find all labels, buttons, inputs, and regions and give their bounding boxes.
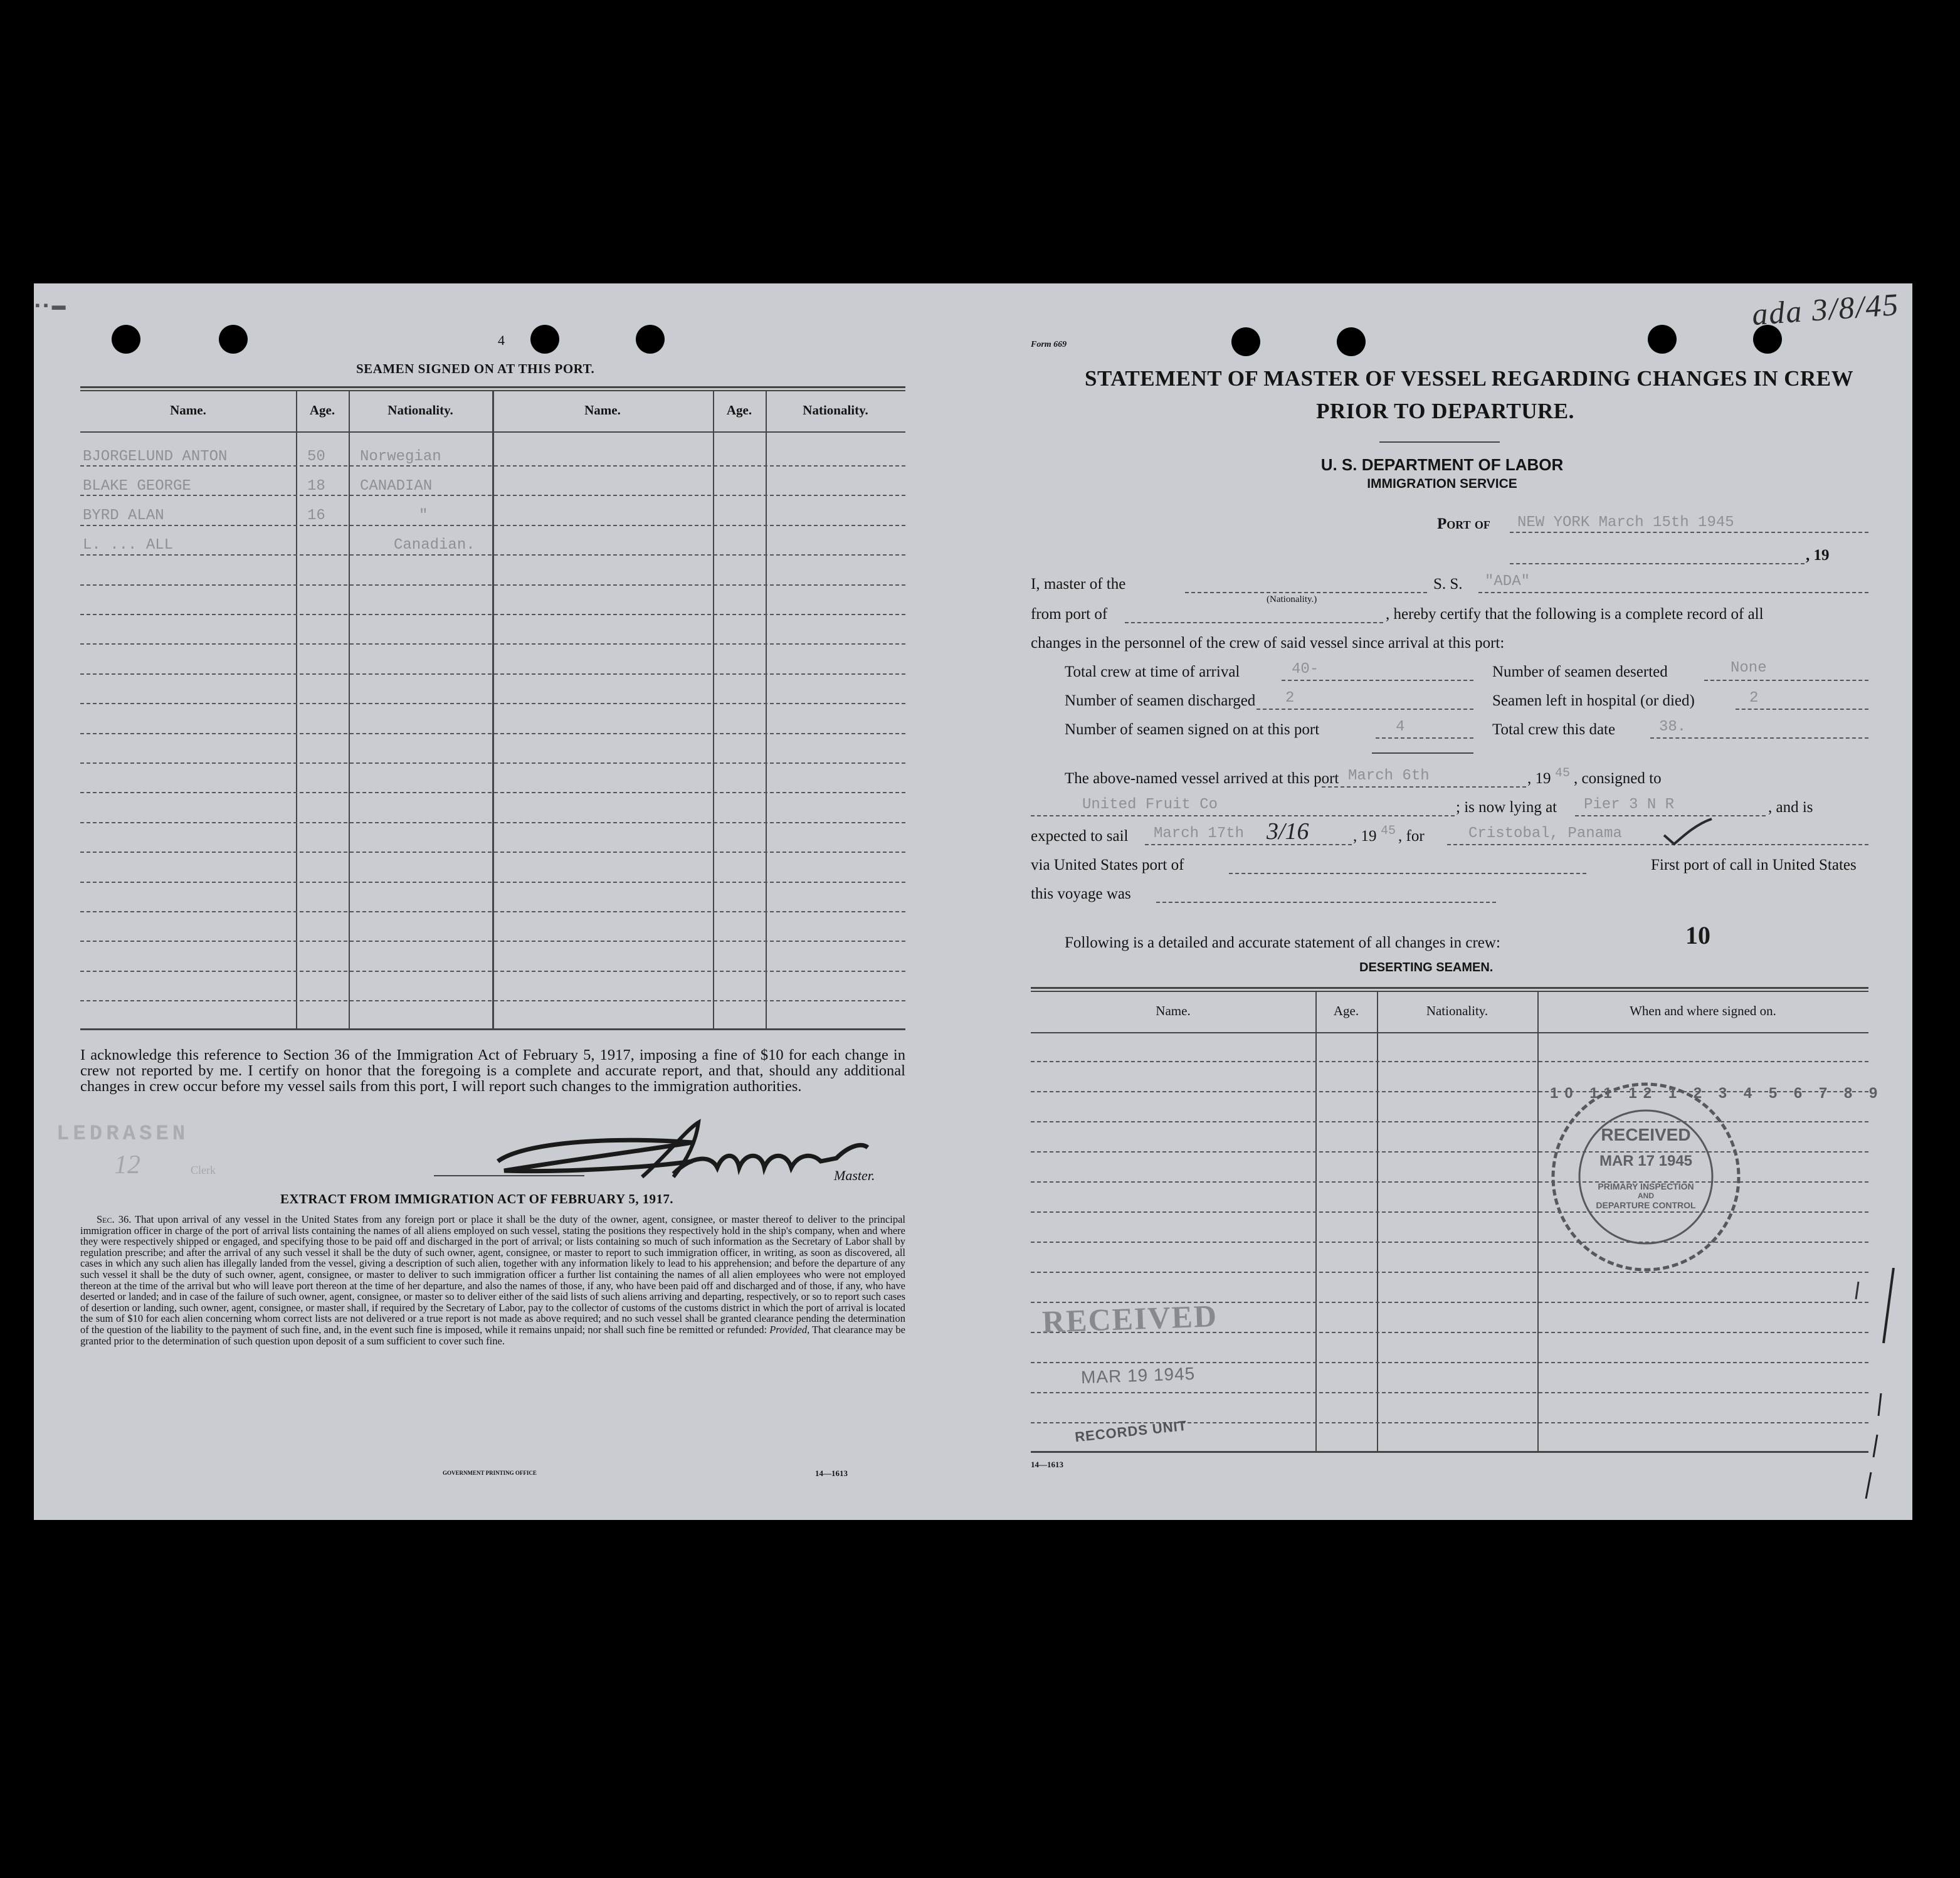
consigned-label: , consigned to (1574, 770, 1662, 787)
via-line (1229, 873, 1586, 874)
hospital-label: Seamen left in hospital (or died) (1492, 692, 1695, 709)
table-row-line (1031, 1121, 1868, 1122)
section-36-text (80, 1214, 905, 1346)
header-nationality: Nationality. (387, 403, 453, 418)
table-row-line (80, 792, 905, 793)
deserting-header-name: Name. (1156, 1003, 1191, 1018)
lying-value: Pier 3 N R (1584, 796, 1675, 813)
table-row-line (1031, 1392, 1868, 1393)
sail-line (1145, 844, 1352, 845)
received-stamp: RECEIVED (1041, 1298, 1218, 1339)
acknowledgment-text: I acknowledge this reference to Section 36 of the Immigration Act of February 5, 1917, imposing a fine of $10 for each change in crew not reported by me. I certify on honor that the foregoing is a complete and accurate report, and that, should any additional changes in crew occur before my vessel sails from this port, I will report such changes to the immigration authorities. (80, 1047, 905, 1095)
table-row-line (80, 733, 905, 734)
deserted-line (1704, 680, 1868, 681)
header-name: Name. (584, 403, 621, 418)
signed-on-value: 4 (1396, 719, 1405, 736)
total-crew-date-line (1650, 737, 1868, 739)
stamp-primary: PRIMARY INSPECTION (1598, 1181, 1694, 1191)
master-label: Master. (834, 1168, 875, 1183)
provided-label: Provided, (769, 1323, 810, 1336)
punch-hole (219, 325, 248, 354)
table-row-line (80, 643, 905, 645)
lying-label: ; is now lying at (1456, 799, 1557, 816)
title-rule (1379, 441, 1500, 443)
arrived-year-value: 45 (1555, 766, 1571, 781)
right-page (972, 283, 1912, 1520)
year-line (1510, 563, 1805, 564)
arrived-label: The above-named vessel arrived at this port (1065, 770, 1339, 787)
received-stamp-date: MAR 19 1945 (1080, 1363, 1196, 1388)
punch-hole (112, 325, 140, 354)
table-top-rule (80, 386, 905, 388)
seaman-nationality: CANADIAN (360, 478, 433, 495)
clerk-label: Clerk (191, 1164, 216, 1176)
from-port-line (1125, 622, 1383, 623)
table-row-line (1031, 1362, 1868, 1363)
table-column-divider (766, 391, 767, 1028)
header-age: Age. (309, 403, 335, 418)
table-row-line (80, 911, 905, 912)
deserted-value: None (1731, 660, 1767, 677)
deserting-table-top-rule (1031, 987, 1868, 989)
table-row-line (1031, 1151, 1868, 1153)
table-row-line (80, 525, 905, 526)
table-row-line (80, 762, 905, 764)
table-row-line (1031, 1242, 1868, 1243)
ss-line (1478, 592, 1868, 593)
sum-rule (1372, 752, 1473, 754)
table-row-line (80, 1000, 905, 1001)
nationality-line (1185, 592, 1427, 593)
consignee-line (1031, 815, 1455, 816)
punch-hole (636, 325, 665, 354)
punch-hole (530, 325, 559, 354)
certify-text: , hereby certify that the following is a complete record of all (1386, 606, 1764, 623)
seaman-age: 18 (307, 478, 325, 495)
form-title-line2: PRIOR TO DEPARTURE. (1316, 399, 1574, 423)
port-label: Port of (1437, 515, 1490, 532)
seaman-age: 50 (307, 448, 325, 465)
total-crew-arrival-label: Total crew at time of arrival (1065, 663, 1240, 680)
header-age: Age. (726, 403, 752, 418)
stamp-departure-control: DEPARTURE CONTROL (1596, 1200, 1696, 1210)
form-number: Form 669 (1031, 340, 1067, 349)
seaman-nationality: Norwegian (360, 448, 441, 465)
punch-hole (1337, 327, 1366, 356)
table-row-line (1031, 1181, 1868, 1183)
deserting-table-top-rule (1031, 991, 1868, 992)
sail-year-value: 45 (1381, 824, 1396, 838)
nationality-caption: (Nationality.) (1267, 594, 1317, 604)
sail-year-label: , 19 (1353, 828, 1377, 845)
seaman-name: BJORGELUND ANTON (83, 448, 228, 465)
form-title: STATEMENT OF MASTER OF VESSEL REGARDING CHANGES IN CREW (1085, 366, 1854, 391)
page-number: 4 (498, 332, 505, 348)
table-row-line (80, 971, 905, 972)
header-name: Name. (170, 403, 206, 418)
deserting-header-nationality: Nationality. (1426, 1003, 1488, 1018)
table-column-divider (713, 391, 714, 1028)
department: U. S. DEPARTMENT OF LABOR (1320, 455, 1564, 474)
hospital-line (1736, 709, 1868, 710)
table-row-line (80, 554, 905, 556)
form-code-right: 14—1613 (1031, 1460, 1063, 1469)
section-body: That upon arrival of any vessel in the United States from any foreign port or place it shall be the duty of the owner, agent, consignee, or master thereof to deliver to the principal immigration officer in charge of the port of arrival lists containing the names of all aliens employed on such vessel, stating the positions they respectively hold in the ship's company, when and where they were respectively shipped or engaged, and specifying those to be paid off and discharged in the port of arrival; or lists containing so much of such information as the Secretary of Labor shall by regulation prescribe; and after the arrival of any such vessel it shall be the duty of such owner, agent, consignee, or master to report to such immigration officer, in writing, as soon as discovered, all cases in which any such alien has illegally landed from the vessel, giving a description of such alien, together with any information likely to lead to his apprehension; and before the departure of any such vessel it shall be the duty of such owner, agent, consignee, or master to deliver to such immigration officer a further list containing the names of all alien employees who were not employed thereon at the time of the arrival but who will leave port thereon at the time of her departure, and also the names of those, if any, who have been paid off and discharged and of those, if any, who have deserted or landed; and in case of the failure of such owner, agent, consignee, or master so to deliver either of the said lists of such aliens arriving and departing, respectively, or so to report such cases of desertion or landing, such owner, agent, consignee, or master shall, if required by the Secretary of Labor, pay to the collector of customs of the customs district in which the port of arrival is located the sum of $10 for each alien concerning whom correct lists are not delivered or a true report is not made as above required; and no such vessel shall be granted clearance pending the determination of the question of the liability to the payment of such fine, and, in the event such fine is imposed, while it remains unpaid; nor shall such fine be remitted or refunded: (80, 1213, 905, 1336)
table-column-divider (296, 391, 297, 1028)
sail-value: March 17th (1154, 825, 1245, 842)
check-mark (1659, 816, 1715, 848)
records-unit-stamp: RECORDS UNIT (1074, 1417, 1188, 1445)
primary-inspection-stamp (1550, 1081, 1884, 1273)
provided-text: That clearance may be granted prior to the determination of such question upon deposit of a sum sufficient to cover such fine. (80, 1323, 906, 1347)
sail-correction: 3/16 (1267, 818, 1309, 845)
signed-on-line (1376, 737, 1473, 739)
table-row-line (80, 941, 905, 942)
handwritten-note: ada 3/8/45 (1751, 286, 1900, 332)
form-code: 14—1613 (815, 1469, 848, 1478)
total-crew-arrival-line (1282, 680, 1473, 681)
seaman-age: 16 (307, 507, 325, 524)
total-crew-date-value: 38. (1659, 719, 1687, 736)
stamp-rings (1550, 1081, 1884, 1273)
via-label: via United States port of (1031, 857, 1184, 873)
corner-marks: ▪ ▪ ▬ (35, 297, 66, 313)
left-page (34, 283, 972, 1520)
punch-hole (1648, 325, 1677, 354)
table-column-divider (349, 391, 350, 1028)
first-port-label: First port of call in United States (1651, 857, 1857, 873)
handwritten-number: 10 (1685, 921, 1710, 949)
header-nationality: Nationality. (803, 403, 868, 418)
port-line (1510, 532, 1868, 533)
table-row-line (1031, 1272, 1868, 1273)
table-row-line (80, 703, 905, 704)
table-row-line (80, 852, 905, 853)
discharged-line (1257, 709, 1473, 710)
following-label: Following is a detailed and accurate statement of all changes in crew: (1065, 934, 1500, 951)
hospital-value: 2 (1749, 690, 1759, 707)
voyage-label: this voyage was (1031, 885, 1131, 902)
table-row-line (80, 465, 905, 467)
stamp-date: MAR 17 1945 (1599, 1153, 1693, 1169)
table-row-line (80, 673, 905, 675)
total-crew-date-label: Total crew this date (1492, 721, 1616, 738)
deserted-label: Number of seamen deserted (1492, 663, 1668, 680)
total-crew-arrival-value: 40- (1292, 661, 1319, 678)
table-row-line (80, 614, 905, 615)
table-row-line (80, 822, 905, 823)
voyage-line (1156, 902, 1496, 903)
table-row-line (80, 495, 905, 496)
year-label: , 19 (1806, 547, 1830, 564)
signed-on-label: Number of seamen signed on at this port (1065, 721, 1320, 738)
for-label: , for (1398, 828, 1425, 845)
seaman-nationality: " (419, 507, 428, 524)
consignee-value: United Fruit Co (1082, 796, 1218, 813)
arrived-year-label: , 19 (1527, 770, 1551, 787)
and-is-label: , and is (1768, 799, 1813, 816)
clerk-stamp: LEDRASEN (56, 1122, 189, 1146)
table-row-line (80, 584, 905, 586)
discharged-value: 2 (1285, 690, 1295, 707)
section-label: Sec. 36. (97, 1213, 132, 1225)
printer-line: GOVERNMENT PRINTING OFFICE (443, 1470, 537, 1476)
clerk-number: 12 (114, 1151, 140, 1179)
ss-label: S. S. (1433, 576, 1463, 593)
seaman-name: BYRD ALAN (83, 507, 164, 524)
table-column-divider (492, 391, 494, 1028)
discharged-label: Number of seamen discharged (1065, 692, 1256, 709)
service: IMMIGRATION SERVICE (1367, 477, 1517, 491)
seaman-name: L. ... ALL (83, 537, 174, 554)
for-line (1447, 844, 1868, 845)
table-bottom-rule (80, 1028, 905, 1030)
port-value: NEW YORK March 15th 1945 (1517, 514, 1734, 531)
deserting-header-age: Age. (1333, 1003, 1359, 1018)
seaman-name: BLAKE GEORGE (83, 478, 191, 495)
stamp-and: AND (1638, 1191, 1654, 1200)
section-title: SEAMEN SIGNED ON AT THIS PORT. (356, 361, 595, 376)
table-row-line (80, 882, 905, 883)
deserting-table-header-rule (1031, 1032, 1868, 1033)
arrived-line (1322, 786, 1526, 788)
punch-hole (1231, 327, 1260, 356)
master-of-label: I, master of the (1031, 576, 1126, 593)
table-row-line (1031, 1061, 1868, 1062)
certify-text-2: changes in the personnel of the crew of said vessel since arrival at this port: (1031, 635, 1505, 651)
deserting-table-bottom-rule (1031, 1451, 1868, 1453)
stamp-ring-numbers: 10 11 12 1 2 3 4 5 6 7 8 9 (1550, 1085, 1884, 1102)
ss-value: "ADA" (1485, 573, 1531, 590)
deserting-header-when-where: When and where signed on. (1630, 1003, 1776, 1018)
arrived-value: March 6th (1348, 768, 1430, 784)
seaman-nationality: Canadian. (394, 537, 475, 554)
stamp-received: RECEIVED (1601, 1125, 1691, 1144)
margin-tick-marks (1806, 1268, 1912, 1519)
from-port-label: from port of (1031, 606, 1108, 623)
sail-label: expected to sail (1031, 828, 1129, 845)
table-row-line (1031, 1211, 1868, 1213)
extract-title: EXTRACT FROM IMMIGRATION ACT OF FEBRUARY 5, 1917. (280, 1191, 673, 1206)
clerk-signature-line (434, 1175, 584, 1176)
deserting-title: DESERTING SEAMEN. (1359, 961, 1494, 974)
for-value: Cristobal, Panama (1468, 825, 1622, 842)
